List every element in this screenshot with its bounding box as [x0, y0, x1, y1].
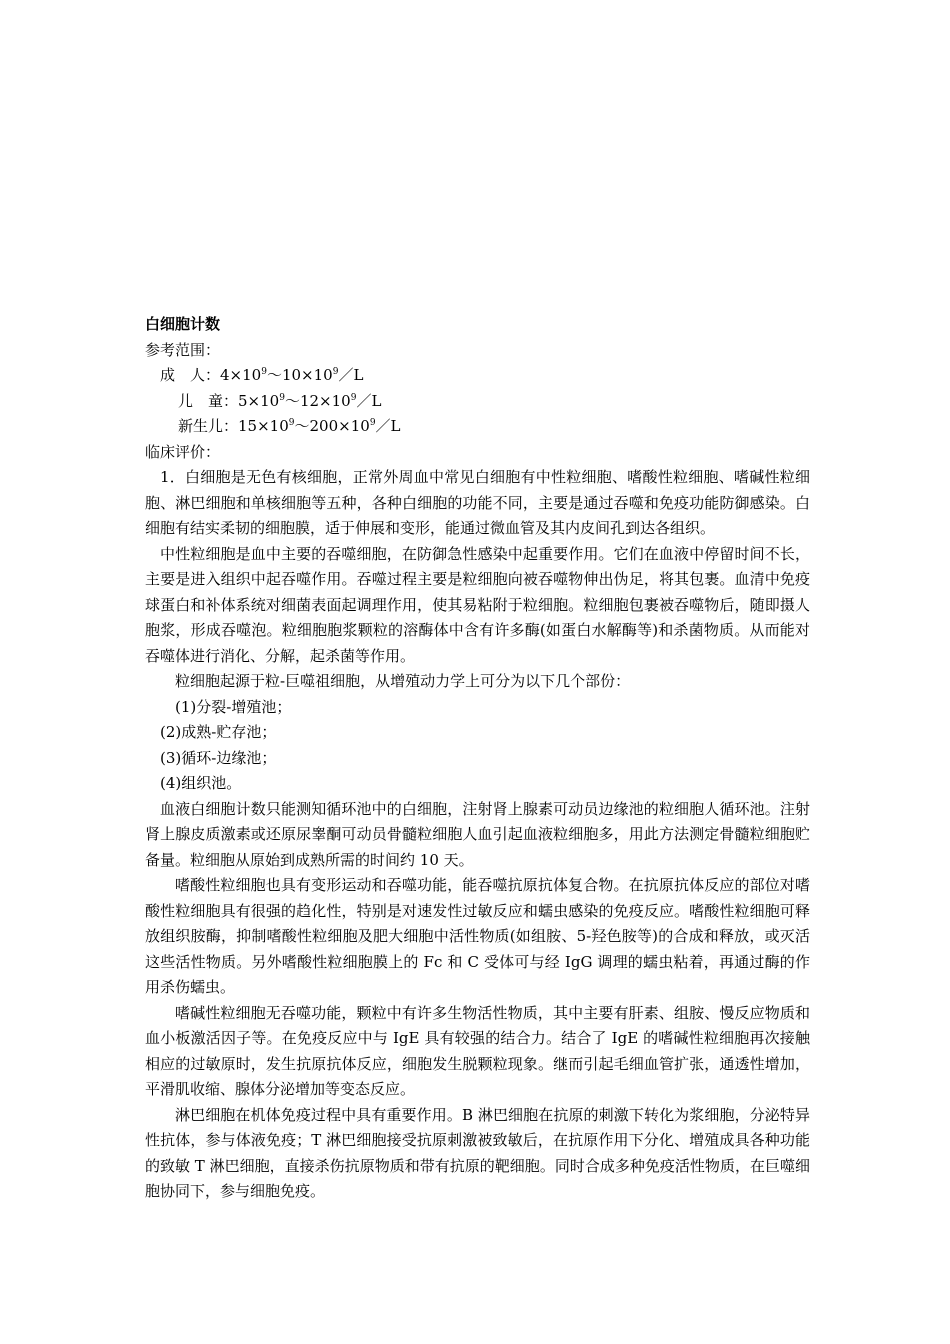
paragraph-lymphocyte: 淋巴细胞在机体免疫过程中具有重要作用。B 淋巴细胞在抗原的刺激下转化为浆细胞，分泌特异性抗体，参与体液免疫；T 淋巴细胞接受抗原刺激被致敏后，在抗原作用下分化、增殖成具各种功能的致敏 T 淋巴细胞，直接杀伤抗原物质和带有抗原的靶细胞。同时合成多种免疫活性物质，在巨噬细胞协同下，参与细胞免疫。	[145, 1105, 810, 1200]
range-child: 儿 童：$5\times 10^9\sim 12\times 10^9/L$	[178, 391, 382, 410]
doc-title: 白细胞计数	[145, 315, 221, 333]
paragraph-eosinophil: 嗜酸性粒细胞也具有变形运动和吞噬功能，能吞噬抗原抗体复合物。在抗原抗体反应的部位对嗜酸性粒细胞具有很强的趋化性，特别是对速发性过敏反应和蠕虫感染的免疫反应。嗜酸性粒细胞可释放组织胺酶，抑制嗜酸性粒细胞及肥大细胞中活性物质(如组胺、5-羟色胺等)的合成和释放，或灭活这些活性物质。另外嗜酸性粒细胞膜上的 Fc 和 C 受体可与经 IgG 调理的蠕虫粘着，再通过酶的作用杀伤蠕虫。	[145, 876, 810, 996]
pool-item: (4)组织池。	[160, 774, 242, 792]
range-label: 新生儿：	[178, 417, 239, 435]
range-label: 成 人：	[160, 366, 221, 384]
document-page	[145, 312, 810, 1205]
paragraph-wbc-count: 血液白细胞计数只能测知循环池中的白细胞，注射肾上腺素可动员边缘池的粒细胞人循环池。注射肾上腺皮质激素或还原尿睾酮可动员骨髓粒细胞人血引起血液粒细胞多，用此方法测定骨髓粒细胞贮备量。粒细胞从原始到成熟所需的时间约 10 天。	[145, 799, 810, 869]
pool-item: (2)成熟-贮存池；	[160, 723, 277, 741]
reference-range-label: 参考范围：	[145, 340, 221, 359]
paragraph-granulocyte-origin: 粒细胞起源于粒-巨噬祖细胞，从增殖动力学上可分为以下几个部份：	[175, 672, 631, 690]
paragraph-1: 1．白细胞是无色有核细胞，正常外周血中常见白细胞有中性粒细胞、嗜酸性粒细胞、嗜碱性粒细胞、淋巴细胞和单核细胞等五种，各种白细胞的功能不同，主要是通过吞噬和免疫功能防御感染。白细胞有结实柔韧的细胞膜，适于伸展和变形，能通过微血管及其内皮间孔到达各组织。	[145, 468, 810, 537]
pool-item: (1)分裂-增殖池；	[175, 697, 292, 716]
range-adult: 成 人：$4\times 10^9\sim 10\times 10^9/L$	[160, 366, 364, 384]
paragraph-neutrophil: 中性粒细胞是血中主要的吞噬细胞，在防御急性感染中起重要作用。它们在血液中停留时间不长，主要是进入组织中起吞噬作用。吞噬过程主要是粒细胞向被吞噬物伸出伪足，将其包裹。血清中免疫球蛋白和补体系统对细菌表面起调理作用，使其易粘附于粒细胞。粒细胞包裹被吞噬物后，随即摄人胞浆，形成吞噬泡。粒细胞胞浆颗粒的溶酶体中含有许多酶(如蛋白水解酶等)和杀菌物质。从而能对吞噬体进行消化、分解，起杀菌等作用。	[145, 544, 810, 665]
pool-item: (3)循环-边缘池；	[160, 748, 277, 767]
range-newborn: 新生儿：$15\times 10^9\sim 200\times 10^9/L$	[178, 417, 401, 435]
range-label: 儿 童：	[178, 391, 239, 410]
clinical-evaluation-label: 临床评价：	[145, 442, 221, 461]
paragraph-basophil: 嗜碱性粒细胞无吞噬功能，颗粒中有许多生物活性物质，其中主要有肝素、组胺、慢反应物质和血小板激活因子等。在免疫反应中与 IgE 具有较强的结合力。结合了 IgE 的嗜碱性粒细胞再次接触相应的过敏原时，发生抗原抗体反应，细胞发生脱颗粒现象。继而引起毛细血管扩张，通透性增加，平滑肌收缩、腺体分泌增加等变态反应。	[145, 1003, 810, 1098]
